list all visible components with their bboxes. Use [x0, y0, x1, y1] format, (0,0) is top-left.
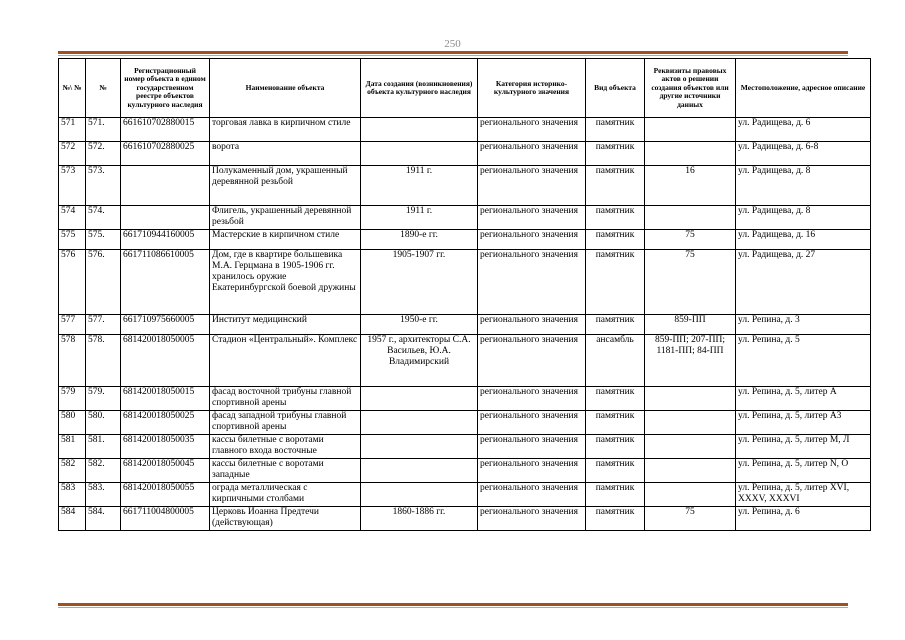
object-name-cell: Дом, где в квартире большевика М.А. Герцмана в 1905-1906 гг. хранилось оружие Екатеринбургской боевой дружины: [210, 250, 361, 315]
registration-number-cell: 681420018050035: [121, 435, 210, 459]
object-kind-cell: памятник: [586, 118, 645, 142]
row-index-cell: 573: [59, 166, 86, 206]
registration-number-cell: 661710975660005: [121, 315, 210, 335]
registration-number-cell: 681420018050015: [121, 387, 210, 411]
header-cell: №\ №: [59, 59, 86, 118]
category-cell: регионального значения: [478, 315, 586, 335]
row-number-cell: 573.: [86, 166, 121, 206]
row-number-cell: 576.: [86, 250, 121, 315]
object-kind-cell: памятник: [586, 142, 645, 166]
address-cell: ул. Репина, д. 5, литер А: [736, 387, 871, 411]
registration-number-cell: 661610702880015: [121, 118, 210, 142]
table-row: [59, 411, 871, 435]
address-cell: ул. Репина, д. 5: [736, 335, 871, 387]
table-row: [59, 387, 871, 411]
row-number-cell: 571.: [86, 118, 121, 142]
creation-date-cell: 1911 г.: [361, 206, 478, 230]
header-cell: №: [86, 59, 121, 118]
object-kind-cell: памятник: [586, 206, 645, 230]
object-name-cell: Церковь Иоанна Предтечи (действующая): [210, 507, 361, 531]
table-row: [59, 459, 871, 483]
creation-date-cell: [361, 411, 478, 435]
table-row: [59, 230, 871, 250]
row-index-cell: 577: [59, 315, 86, 335]
row-number-cell: 577.: [86, 315, 121, 335]
legal-acts-cell: [645, 387, 736, 411]
address-cell: ул. Радищева, д. 8: [736, 166, 871, 206]
table-row: [59, 118, 871, 142]
header-cell: Вид объекта: [586, 59, 645, 118]
object-name-cell: Полукаменный дом, украшенный деревянной резьбой: [210, 166, 361, 206]
row-index-cell: 575: [59, 230, 86, 250]
table-body: [59, 118, 871, 531]
category-cell: регионального значения: [478, 118, 586, 142]
table-row: [59, 142, 871, 166]
row-index-cell: 582: [59, 459, 86, 483]
object-name-cell: торговая лавка в кирпичном стиле: [210, 118, 361, 142]
row-number-cell: 578.: [86, 335, 121, 387]
creation-date-cell: 1950-е гг.: [361, 315, 478, 335]
category-cell: регионального значения: [478, 230, 586, 250]
table-row: [59, 250, 871, 315]
category-cell: регионального значения: [478, 411, 586, 435]
creation-date-cell: 1957 г., архитекторы С.А. Васильев, Ю.А. Владимирский: [361, 335, 478, 387]
bottom-rule: [58, 603, 848, 608]
top-rule: [58, 51, 848, 56]
object-name-cell: ворота: [210, 142, 361, 166]
object-name-cell: фасад западной трибуны главной спортивной арены: [210, 411, 361, 435]
object-kind-cell: памятник: [586, 411, 645, 435]
legal-acts-cell: 859-ПП: [645, 315, 736, 335]
object-kind-cell: памятник: [586, 483, 645, 507]
registration-number-cell: 681420018050045: [121, 459, 210, 483]
heritage-registry-table: [58, 58, 871, 531]
registration-number-cell: [121, 206, 210, 230]
category-cell: регионального значения: [478, 166, 586, 206]
row-number-cell: 574.: [86, 206, 121, 230]
registration-number-cell: 681420018050055: [121, 483, 210, 507]
header-cell: Регистрационный номер объекта в едином государственном реестре объектов культурного наследия: [121, 59, 210, 118]
row-number-cell: 581.: [86, 435, 121, 459]
object-name-cell: кассы билетные с воротами западные: [210, 459, 361, 483]
legal-acts-cell: [645, 411, 736, 435]
creation-date-cell: 1911 г.: [361, 166, 478, 206]
row-number-cell: 582.: [86, 459, 121, 483]
category-cell: регионального значения: [478, 459, 586, 483]
table-row: [59, 483, 871, 507]
creation-date-cell: [361, 142, 478, 166]
row-index-cell: 584: [59, 507, 86, 531]
page-number: 250: [444, 38, 461, 50]
creation-date-cell: 1905-1907 гг.: [361, 250, 478, 315]
object-name-cell: Институт медицинский: [210, 315, 361, 335]
address-cell: ул. Репина, д. 3: [736, 315, 871, 335]
row-index-cell: 571: [59, 118, 86, 142]
category-cell: регионального значения: [478, 507, 586, 531]
creation-date-cell: 1860-1886 гг.: [361, 507, 478, 531]
row-index-cell: 576: [59, 250, 86, 315]
row-number-cell: 584.: [86, 507, 121, 531]
creation-date-cell: [361, 459, 478, 483]
row-index-cell: 578: [59, 335, 86, 387]
header-cell: Категория историко-культурного значения: [478, 59, 586, 118]
registration-number-cell: 661711004800005: [121, 507, 210, 531]
object-kind-cell: памятник: [586, 435, 645, 459]
object-kind-cell: памятник: [586, 387, 645, 411]
category-cell: регионального значения: [478, 387, 586, 411]
object-kind-cell: памятник: [586, 230, 645, 250]
category-cell: регионального значения: [478, 483, 586, 507]
object-kind-cell: памятник: [586, 507, 645, 531]
object-kind-cell: памятник: [586, 459, 645, 483]
registration-number-cell: 661610702880025: [121, 142, 210, 166]
legal-acts-cell: 75: [645, 230, 736, 250]
header-cell: Дата создания (возникновения) объекта культурного наследия: [361, 59, 478, 118]
table-row: [59, 435, 871, 459]
header-cell: Местоположение, адресное описание: [736, 59, 871, 118]
table-row: [59, 166, 871, 206]
category-cell: регионального значения: [478, 250, 586, 315]
row-number-cell: 572.: [86, 142, 121, 166]
table-row: [59, 507, 871, 531]
legal-acts-cell: [645, 206, 736, 230]
registration-number-cell: 681420018050005: [121, 335, 210, 387]
row-number-cell: 580.: [86, 411, 121, 435]
legal-acts-cell: [645, 118, 736, 142]
legal-acts-cell: [645, 142, 736, 166]
registration-number-cell: 661711086610005: [121, 250, 210, 315]
row-index-cell: 581: [59, 435, 86, 459]
creation-date-cell: 1890-е гг.: [361, 230, 478, 250]
table-header-row: [59, 59, 871, 118]
header-cell: Реквизиты правовых актов о решении создания объектов или другие источники данных: [645, 59, 736, 118]
registration-number-cell: 681420018050025: [121, 411, 210, 435]
row-index-cell: 580: [59, 411, 86, 435]
address-cell: ул. Радищева, д. 6: [736, 118, 871, 142]
address-cell: ул. Радищева, д. 8: [736, 206, 871, 230]
creation-date-cell: [361, 483, 478, 507]
row-number-cell: 583.: [86, 483, 121, 507]
legal-acts-cell: [645, 435, 736, 459]
row-index-cell: 572: [59, 142, 86, 166]
object-kind-cell: ансамбль: [586, 335, 645, 387]
object-name-cell: Мастерские в кирпичном стиле: [210, 230, 361, 250]
registration-number-cell: 661710944160005: [121, 230, 210, 250]
creation-date-cell: [361, 435, 478, 459]
row-number-cell: 575.: [86, 230, 121, 250]
legal-acts-cell: 75: [645, 250, 736, 315]
address-cell: ул. Радищева, д. 6-8: [736, 142, 871, 166]
table-row: [59, 206, 871, 230]
address-cell: ул. Репина, д. 5, литер М, Л: [736, 435, 871, 459]
address-cell: ул. Репина, д. 5, литер А3: [736, 411, 871, 435]
object-name-cell: ограда металлическая с кирпичными столбами: [210, 483, 361, 507]
header-cell: Наименование объекта: [210, 59, 361, 118]
row-number-cell: 579.: [86, 387, 121, 411]
address-cell: ул. Радищева, д. 16: [736, 230, 871, 250]
object-kind-cell: памятник: [586, 166, 645, 206]
object-kind-cell: памятник: [586, 250, 645, 315]
table-row: [59, 315, 871, 335]
registration-number-cell: [121, 166, 210, 206]
legal-acts-cell: 859-ПП; 207-ПП; 1181-ПП; 84-ПП: [645, 335, 736, 387]
row-index-cell: 574: [59, 206, 86, 230]
legal-acts-cell: 16: [645, 166, 736, 206]
table-row: [59, 335, 871, 387]
row-index-cell: 583: [59, 483, 86, 507]
address-cell: ул. Репина, д. 5, литер N, O: [736, 459, 871, 483]
category-cell: регионального значения: [478, 142, 586, 166]
legal-acts-cell: [645, 483, 736, 507]
creation-date-cell: [361, 387, 478, 411]
address-cell: ул. Радищева, д. 27: [736, 250, 871, 315]
category-cell: регионального значения: [478, 335, 586, 387]
object-name-cell: Стадион «Центральный». Комплекс: [210, 335, 361, 387]
category-cell: регионального значения: [478, 206, 586, 230]
creation-date-cell: [361, 118, 478, 142]
object-name-cell: Флигель, украшенный деревянной резьбой: [210, 206, 361, 230]
row-index-cell: 579: [59, 387, 86, 411]
object-name-cell: фасад восточной трибуны главной спортивной арены: [210, 387, 361, 411]
category-cell: регионального значения: [478, 435, 586, 459]
address-cell: ул. Репина, д. 6: [736, 507, 871, 531]
legal-acts-cell: [645, 459, 736, 483]
address-cell: ул. Репина, д. 5, литер XVI, XXXV, XXXVI: [736, 483, 871, 507]
object-name-cell: кассы билетные с воротами главного входа восточные: [210, 435, 361, 459]
object-kind-cell: памятник: [586, 315, 645, 335]
legal-acts-cell: 75: [645, 507, 736, 531]
